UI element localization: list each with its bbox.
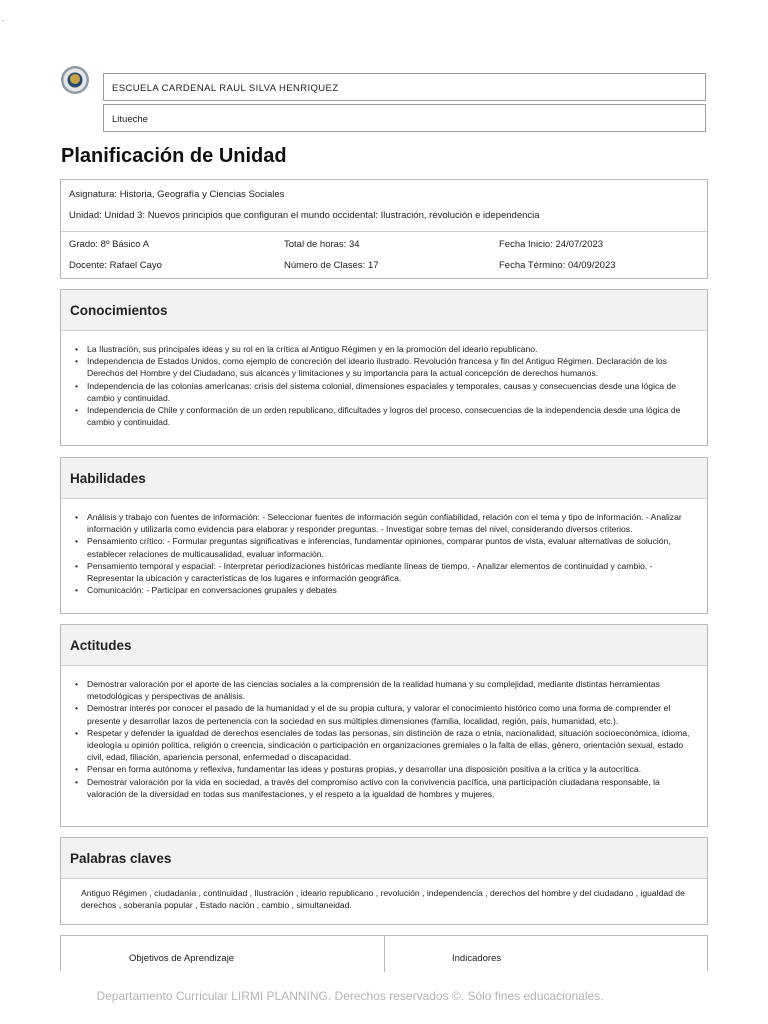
- conocimientos-section: [60, 289, 708, 446]
- conocimientos-heading: Conocimientos: [61, 290, 707, 331]
- numero-clases-text: Número de Clases: 17: [284, 260, 379, 271]
- list-item: • La Ilustración, sus principales ideas y su rol en la crítica al Antiguo Régimen y en la promoción del ideario republicano.: [80, 343, 693, 355]
- table-column-divider: [384, 936, 385, 972]
- list-item: • Demostrar interés por conocer el pasado de la humanidad y el de su propia cultura, y valorar el conocimiento histórico como una forma de comprender el presente y desarrollar lazos de pertenencia con la sociedad en sus múltiples dimensiones (familia, localidad, región, país, humanidad, etc.).: [80, 702, 693, 726]
- list-item: • Pensar en forma autónoma y reflexiva, fundamentar las ideas y posturas propias, y desarrollar una disposición positiva a la crítica y la autocrítica.: [80, 763, 693, 775]
- list-item: • Comunicación: - Participar en conversaciones grupales y debates: [80, 584, 693, 596]
- actitudes-list: [61, 666, 707, 800]
- objetivos-table: [60, 935, 708, 971]
- asignatura-text: Asignatura: Historia, Geografía y Ciencias Sociales: [69, 189, 285, 200]
- city-name: Litueche: [112, 114, 148, 125]
- list-item: • Respetar y defender la igualdad de derechos esenciales de todas las personas, sin distinción de raza o etnia, nacionalidad, situación socioeconómica, idioma, ideología u opinión política, religión o creencia, sindicación o participación en organizaciones gremiales o la falta de ellas, género, orientación sexual, estado civil, edad, filiación, apariencia personal, enfermedad o discapacidad.: [80, 727, 693, 764]
- school-name: ESCUELA CARDENAL RAUL SILVA HENRIQUEZ: [112, 83, 339, 94]
- city-field: [103, 104, 706, 132]
- unidad-text: Unidad: Unidad 3: Nuevos principios que configuran el mundo occidental: Ilustración, revolución e idependencia: [69, 210, 540, 221]
- list-item: • Independencia de Estados Unidos, como ejemplo de concreción del ideario ilustrado. Revolución francesa y fin del Antiguo Régimen. Declaración de los Derechos del Hombre y del Ciudadano, sus alcances y limitaciones y su importancia para la actual concepción de derechos humanos.: [80, 355, 693, 379]
- objetivos-header: Objetivos de Aprendizaje: [129, 953, 235, 964]
- list-item: • Pensamiento crítico: - Formular preguntas significativas e inferencias, fundamentar opiniones, comparar puntos de vista, evaluar alternativas de solución, establecer relaciones de multicausalidad, evaluar información.: [80, 535, 693, 559]
- habilidades-heading: Habilidades: [61, 458, 707, 499]
- info-divider: [61, 231, 707, 232]
- habilidades-section: [60, 457, 708, 614]
- conocimientos-list: [61, 331, 707, 428]
- list-item: • Análisis y trabajo con fuentes de información: - Seleccionar fuentes de información según confiabilidad, relación con el tema y tipo de información. - Analizar información y utilizarla como evidencia para elaborar y responder preguntas. - Investigar sobre temas del nivel, considerando diversos criterios.: [80, 511, 693, 535]
- fecha-inicio-text: Fecha Inicio: 24/07/2023: [499, 239, 604, 250]
- list-item: • Independencia de Chile y conformación de un orden republicano, dificultades y logros del proceso, consecuencias de la independencia desde una lógica de cambio y continuidad.: [80, 404, 693, 428]
- page-title: Planificación de Unidad: [61, 145, 287, 167]
- corner-mark: .: [2, 14, 5, 23]
- habilidades-list: [61, 499, 707, 596]
- school-name-field: [103, 73, 706, 101]
- list-item: • Demostrar valoración por el aporte de las ciencias sociales a la comprensión de la realidad humana y su complejidad, mediante distintas herramientas metodológicas y perspectivas de análisis.: [80, 678, 693, 702]
- list-item: • Independencia de las colonias americanas: crisis del sistema colonial, dimensiones espaciales y temporales, causas y consecuencias desde una lógica de cambio y continuidad.: [80, 380, 693, 404]
- actitudes-section: [60, 624, 708, 827]
- docente-text: Docente: Rafael Cayo: [69, 260, 162, 271]
- palabras-claves-text: Antiguo Régimen , ciudadanía , continuidad , Ilustración , ideario republicano , revolución , independencia , derechos del hombre y del ciudadano , igualdad de derechos , soberanía popular , Estado nación , cambio , simultaneidad.: [81, 888, 685, 911]
- list-item: • Demostrar valoración por la vida en sociedad, a través del compromiso activo con la convivencia pacífica, una participación ciudadana responsable, la valoración de la diversidad en todas sus manifestaciones, y el respeto a la igualdad de hombres y mujeres.: [80, 776, 693, 800]
- list-item: • Pensamiento temporal y espacial: - Interpretar periodizaciones históricas mediante líneas de tiempo. - Analizar elementos de continuidad y cambio. - Representar la ubicación y características de los lugares e información geográfica.: [80, 560, 693, 584]
- unit-info-box: [60, 179, 708, 279]
- total-horas-text: Total de horas: 34: [284, 239, 360, 250]
- school-crest-icon: [61, 66, 89, 94]
- actitudes-heading: Actitudes: [61, 625, 707, 666]
- footer-text: Departamento Curricular LIRMI PLANNING. Derechos reservados ©. Sólo fines educacionales.: [96, 989, 604, 1003]
- fecha-termino-text: Fecha Término: 04/09/2023: [499, 260, 616, 271]
- palabras-claves-section: [60, 837, 708, 925]
- grado-text: Grado: 8º Básico A: [69, 239, 150, 250]
- indicadores-header: Indicadores: [452, 953, 502, 964]
- palabras-claves-heading: Palabras claves: [61, 838, 707, 879]
